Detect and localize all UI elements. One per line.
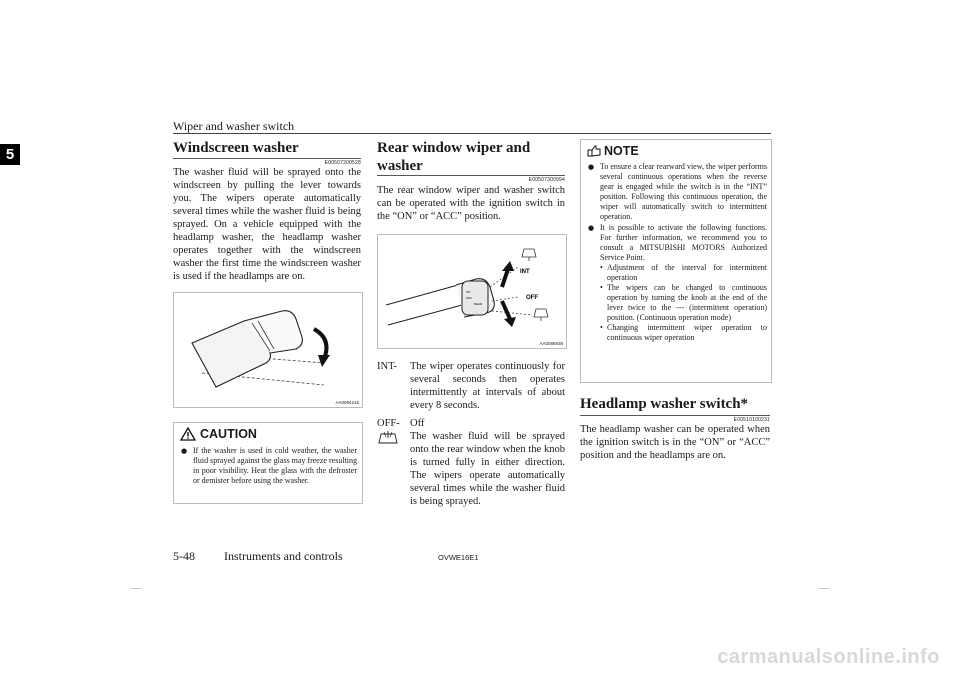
washer-icon-bottom xyxy=(534,309,548,321)
section-rule xyxy=(377,175,565,176)
definition-washer xyxy=(377,430,565,508)
note-label: NOTE xyxy=(604,144,639,158)
definition-text: The wiper operates continuously for several seconds then operates intermittently at intervals of about every 8 seconds. xyxy=(410,361,565,411)
washer-lever-figure xyxy=(173,292,363,408)
crop-mark xyxy=(130,588,142,589)
figure-code: AA0086938 xyxy=(539,341,563,346)
watermark: carmanualsonline.info xyxy=(717,646,940,668)
section-code: E00507300994 xyxy=(528,177,565,183)
section-title-headlamp-washer: Headlamp washer switch* xyxy=(580,396,749,412)
chapter-tab: 5 xyxy=(0,144,20,165)
knob-rear-label: REAR xyxy=(474,302,483,306)
running-title: Wiper and washer switch xyxy=(173,119,295,133)
note-hand-icon xyxy=(587,145,601,157)
caution-header xyxy=(180,427,257,441)
header-rule xyxy=(173,133,771,134)
note-box xyxy=(580,139,772,383)
knob-int-label: INT xyxy=(466,290,471,294)
section-code: E00507200528 xyxy=(324,160,361,166)
section-title-rear-wiper: Rear window wiper and washer xyxy=(377,140,531,174)
dot-icon: • xyxy=(600,323,603,332)
section-code: E00510100231 xyxy=(733,417,770,423)
warning-triangle-icon xyxy=(180,427,196,441)
rear-wiper-text: The rear window wiper and washer switch can be operated with the ignition switch in the “ON” or “ACC” position. xyxy=(377,185,565,222)
knob-off-label: OFF xyxy=(466,296,472,300)
figure-code: AA0094216 xyxy=(335,400,359,405)
off-label: OFF xyxy=(526,295,538,301)
note-header xyxy=(587,144,639,158)
bullet-icon: ● xyxy=(181,447,188,455)
note-subitem: • Changing intermittent wiper operation to continuous wiper operation xyxy=(600,323,767,342)
definition-text: The washer fluid will be sprayed onto the rear window when the knob is turned fully in either direction. The wipers operate automatically several times while the washer fluid is being sprayed. xyxy=(410,431,565,507)
section-title-windscreen-washer: Windscreen washer xyxy=(173,140,299,156)
note-item: ● It is possible to activate the following functions. For further information, we recommend you to consult a MITSUBISHI MOTORS Authorized Service Point. • Adjustment of the interval for intermittent operation • The wipers can be changed to continuous operation by turning the knob at the end of the lever twice to the --- (intermittent operation) position. (Continuous operation mode) • Changing intermittent wiper operation to continuous wiper operation xyxy=(588,223,767,342)
washer-icon-top xyxy=(522,249,536,261)
note-sublist xyxy=(600,263,767,343)
note-subitem: • Adjustment of the interval for intermittent operation xyxy=(600,263,767,282)
crop-mark xyxy=(818,588,830,589)
section-rule xyxy=(580,415,770,416)
headlamp-washer-text: The headlamp washer can be operated when the ignition switch is in the “ON” or “ACC” position and the headlamps are on. xyxy=(580,424,770,461)
int-label: INT xyxy=(520,269,530,275)
caution-label: CAUTION xyxy=(200,427,257,441)
washer-lever-illustration xyxy=(174,293,362,407)
definition-off xyxy=(377,417,565,430)
definition-text: Off xyxy=(410,418,425,429)
rear-wiper-switch-illustration xyxy=(378,235,566,348)
note-item: ● To ensure a clear rearward view, the wiper performs several continuous operations when the reverse gear is engaged while the switch is in the “INT” position. Following this continuous operation, the wiper will automatically switch to intermittent operation. xyxy=(588,162,767,221)
definition-term: OFF- xyxy=(377,418,400,429)
section-rule xyxy=(173,158,361,159)
note-subitem: • The wipers can be changed to continuous operation by turning the knob at the end of the lever twice to the --- (intermittent operation) position. (Continuous operation mode) xyxy=(600,283,767,322)
note-list xyxy=(588,162,767,344)
definition-term: INT- xyxy=(377,361,398,372)
definition-int xyxy=(377,360,565,412)
caution-list xyxy=(181,446,357,487)
document-code: OVWE16E1 xyxy=(438,553,479,562)
rear-wiper-figure xyxy=(377,234,567,349)
switch-definitions xyxy=(377,360,565,508)
footer-section: Instruments and controls xyxy=(224,549,343,563)
caution-item: ● If the washer is used in cold weather, the washer fluid sprayed against the glass may freeze resulting in poor visibility. Heat the glass with the defroster or demister before using the washer. xyxy=(181,446,357,485)
dot-icon: • xyxy=(600,283,603,292)
bullet-icon: ● xyxy=(588,224,595,232)
dot-icon: • xyxy=(600,263,603,272)
windscreen-washer-text: The washer fluid will be sprayed onto the windscreen by pulling the lever towards you. The wipers operate automatically several times while the washer fluid is being sprayed. On a vehicle equipped with the headlamp washer, the headlamp washer operates together with the windscreen washer the first time the windscreen washer is used if the headlamps are on. xyxy=(173,167,361,282)
page-number: 5-48 xyxy=(173,549,195,563)
washer-symbol-icon xyxy=(377,430,399,450)
bullet-icon: ● xyxy=(588,163,595,171)
caution-box xyxy=(173,422,363,504)
